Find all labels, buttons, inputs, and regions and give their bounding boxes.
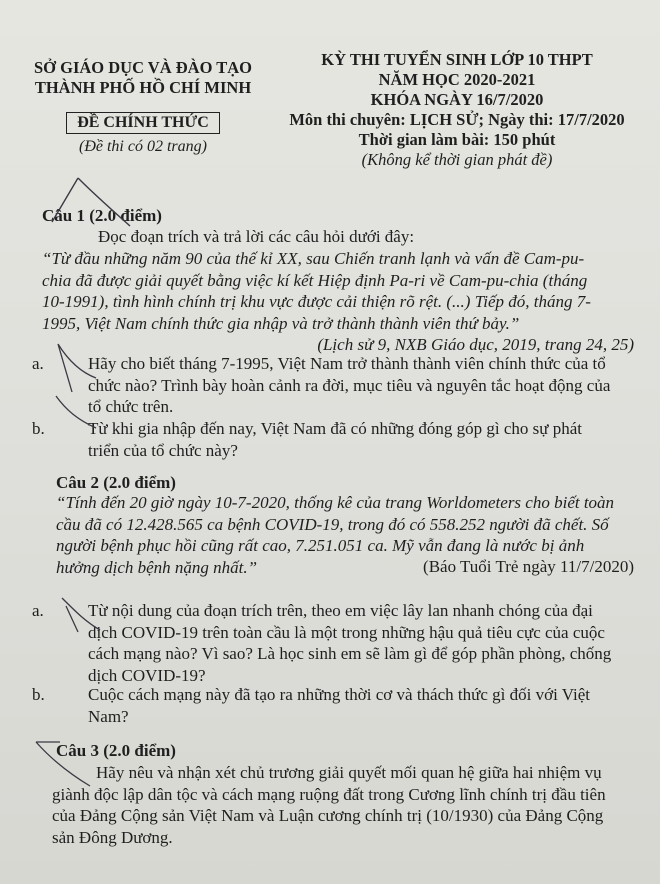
q2-b-line: Cuộc cách mạng này đã tạo ra những thời cơ và thách thức gì đối với Việt [88,685,590,704]
q1-part-a [32,353,620,418]
q3-line: của Đảng Cộng sản Việt Nam và Luận cương chính trị (10/1930) của Đảng Cộng [52,806,604,825]
q1-a-line: tổ chức trên. [88,397,174,416]
q1-a-label: a. [32,354,44,373]
q1-a-line: Hãy cho biết tháng 7-1995, Việt Nam trở thành thành viên chính thức của tổ [88,354,606,373]
q2-b-line: Nam? [88,706,129,726]
q2-heading [56,472,636,494]
q3-points: (2.0 điểm) [103,741,176,760]
q2-a-label: a. [32,601,44,620]
q1-title: Câu 1 [42,206,85,225]
q2-a-line: Từ nội dung của đoạn trích trên, theo em việc lây lan nhanh chóng của đại [88,601,593,620]
duration-line: Thời gian làm bài: 150 phút [358,130,556,149]
issuer-line-2: THÀNH PHỐ HỒ CHÍ MINH [34,78,252,97]
exam-date: KHÓA NGÀY 16/7/2020 [370,90,544,109]
q1-a-line: chức nào? Trình bày hoàn cảnh ra đời, mục tiêu và nguyên tắc hoạt động của [88,375,611,395]
official-label: ĐỀ CHÍNH THỨC [66,112,220,134]
q3-heading [56,740,636,762]
q1-quote-line: 10-1991), tình hình chính trị khu vực được cải thiện rõ rệt. (...) Tiếp đó, tháng 7- [42,292,591,311]
q1-quote-line: 1995, Việt Nam chính thức gia nhập và trở thành thành viên thứ bảy.” [42,313,520,333]
pages-note: (Đề thi có 02 trang) [79,138,207,155]
q3-line: Hãy nêu và nhận xét chủ trương giải quyết mối quan hệ giữa hai nhiệm vụ [96,763,602,782]
subject-line: Môn thi chuyên: LỊCH SỬ; Ngày thi: 17/7/2020 [289,110,625,129]
q1-quote [42,248,622,334]
q2-quote-line: hưởng dịch bệnh nặng nhất.” [56,557,258,577]
q3-body [52,762,632,848]
q1-points: (2.0 điểm) [89,206,162,225]
issuer-line-1: SỞ GIÁO DỤC VÀ ĐÀO TẠO [33,58,253,77]
q2-title: Câu 2 [56,473,99,492]
q2-a-line: dịch COVID-19? [88,665,206,685]
exam-title: KỲ THI TUYỂN SINH LỚP 10 THPT [321,50,593,69]
q2-source: (Báo Tuổi Trẻ ngày 11/7/2020) [423,557,634,576]
q1-source: (Lịch sử 9, NXB Giáo dục, 2019, trang 24, 25) [317,335,634,354]
q2-quote-line: “Tính đến 20 giờ ngày 10-7-2020, thống kê của trang Worldometers cho biết toàn [56,493,615,512]
q1-instruction: Đọc đoạn trích và trả lời các câu hỏi dưới đây: [98,227,415,246]
q3-title: Câu 3 [56,741,99,760]
duration-note: (Không kể thời gian phát đề) [361,150,553,169]
q1-b-line: Từ khi gia nhập đến nay, Việt Nam đã có những đóng góp gì cho sự phát [88,419,583,438]
q2-a-line: dịch COVID-19 trên toàn cầu là một trong những hậu quả tiêu cực của cuộc [88,622,605,642]
q2-quote-line: cầu đã có 12.428.565 ca bệnh COVID-19, trong đó có 558.252 người đã chết. Số [56,514,609,534]
q2-points: (2.0 điểm) [103,473,176,492]
issuer-block [28,58,258,156]
q1-part-b [32,418,620,461]
q2-part-b [32,684,620,727]
q1-heading [42,205,622,227]
q2-quote-line: người bệnh phục hồi cũng rất cao, 7.251.051 ca. Mỹ vẫn đang là nước bị ảnh [56,536,585,555]
exam-info-block [282,50,632,170]
q1-b-label: b. [32,419,45,438]
q2-a-line: cách mạng nào? Vì sao? Là học sinh em sẽ làm gì để góp phần phòng, chống [88,644,612,663]
school-year: NĂM HỌC 2020-2021 [378,70,536,89]
q1-quote-line: chia đã được giải quyết bằng việc kí kết Hiệp định Pa-ri về Cam-pu-chia (tháng [42,270,588,290]
q3-line: giành độc lập dân tộc và cách mạng ruộng đất trong Cương lĩnh chính trị đầu tiên [52,784,606,804]
q1-quote-line: “Từ đầu những năm 90 của thế kỉ XX, sau Chiến tranh lạnh và vấn đề Cam-pu- [42,249,585,268]
q1-b-line: triển của tổ chức này? [88,440,238,460]
q3-line: sản Đông Dương. [52,827,173,847]
q2-b-label: b. [32,685,45,704]
q2-part-a [32,600,620,686]
